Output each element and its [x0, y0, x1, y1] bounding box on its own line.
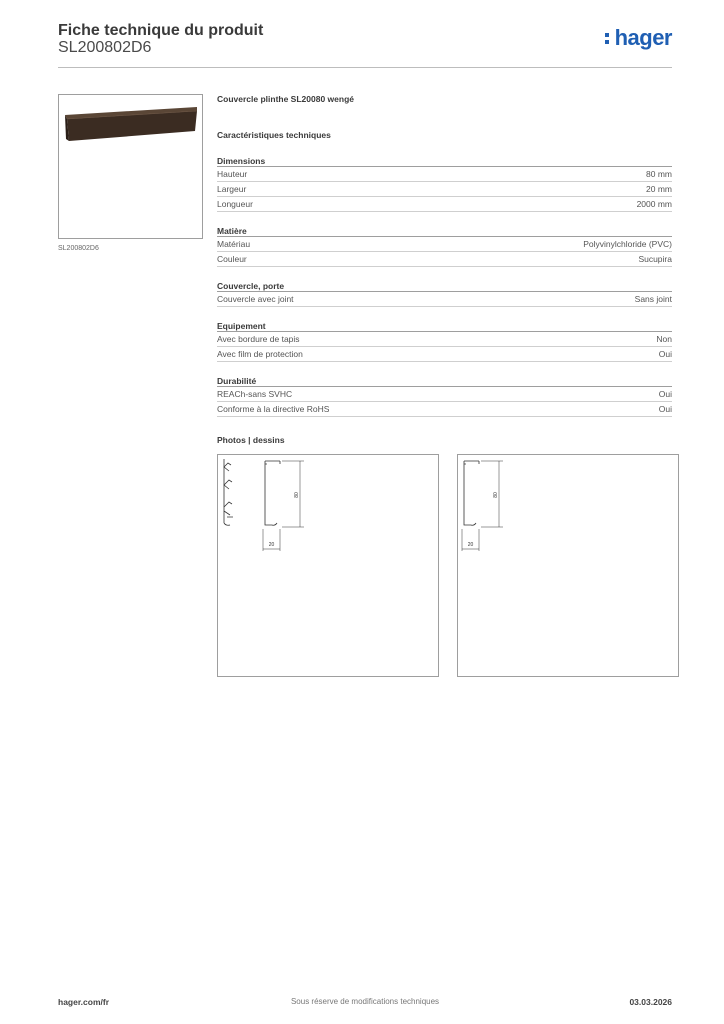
technical-drawing-assembly	[217, 454, 439, 677]
spec-label: Couleur	[217, 254, 247, 264]
photos-heading: Photos | dessins	[217, 435, 285, 445]
spec-value: Oui	[658, 349, 672, 359]
spec-label: Avec film de protection	[217, 349, 303, 359]
page-header	[58, 20, 672, 68]
section-equipment	[217, 321, 672, 362]
spec-value: Oui	[658, 404, 672, 414]
spec-label: Conforme à la directive RoHS	[217, 404, 330, 414]
photo-caption: SL200802D6	[58, 245, 99, 252]
spec-label: Longueur	[217, 199, 253, 209]
spec-label: REACh-sans SVHC	[217, 389, 293, 399]
spec-label: Couvercle avec joint	[217, 294, 294, 304]
spec-row	[217, 387, 672, 402]
section-title: Equipement	[217, 321, 672, 332]
spec-label: Avec bordure de tapis	[217, 334, 300, 344]
disclaimer: Sous réserve de modifications techniques	[290, 997, 440, 1006]
spec-row	[217, 237, 672, 252]
height-dimension-label: 80	[493, 492, 499, 498]
technical-drawing-cover	[457, 454, 679, 677]
product-photo	[58, 94, 203, 239]
spec-value: Sans joint	[634, 294, 672, 304]
spec-row	[217, 167, 672, 182]
section-material	[217, 226, 672, 267]
spec-row	[217, 402, 672, 417]
section-dimensions	[217, 156, 672, 212]
hager-logo	[605, 26, 672, 50]
spec-label: Matériau	[217, 239, 251, 249]
spec-value: Non	[656, 334, 672, 344]
skirting-cover-image	[59, 95, 202, 238]
spec-value: Sucupira	[638, 254, 672, 264]
spec-row	[217, 347, 672, 362]
product-specs	[217, 94, 672, 447]
spec-row	[217, 332, 672, 347]
section-durability	[217, 376, 672, 417]
spec-label: Hauteur	[217, 169, 248, 179]
section-title: Couvercle, porte	[217, 281, 672, 292]
spec-label: Largeur	[217, 184, 247, 194]
spec-value: 20 mm	[646, 184, 672, 194]
spec-row	[217, 182, 672, 197]
document-date: 03.03.2026	[629, 997, 672, 1007]
spec-row	[217, 252, 672, 267]
spec-row	[217, 292, 672, 307]
product-name: Couvercle plinthe SL20080 wengé	[217, 94, 354, 104]
spec-value: 2000 mm	[636, 199, 672, 209]
spec-value: Oui	[658, 389, 672, 399]
section-cover	[217, 281, 672, 307]
height-dimension-label: 80	[294, 492, 300, 498]
website-link[interactable]: hager.com/fr	[58, 997, 110, 1007]
width-dimension-label: 20	[268, 542, 275, 548]
document-title: Fiche technique du produit	[58, 22, 264, 39]
product-reference: SL200802D6	[58, 39, 152, 56]
logo-dots-icon	[605, 29, 613, 47]
specs-heading: Caractéristiques techniques	[217, 130, 331, 140]
section-title: Durabilité	[217, 376, 672, 387]
logo-wordmark: hager	[614, 25, 672, 50]
spec-value: 80 mm	[646, 169, 672, 179]
profile-drawing	[218, 455, 438, 676]
width-dimension-label: 20	[467, 542, 474, 548]
spec-value: Polyvinylchloride (PVC)	[583, 239, 672, 249]
section-title: Matière	[217, 226, 672, 237]
cover-profile-drawing	[458, 455, 678, 676]
section-title: Dimensions	[217, 156, 672, 167]
spec-row	[217, 197, 672, 212]
